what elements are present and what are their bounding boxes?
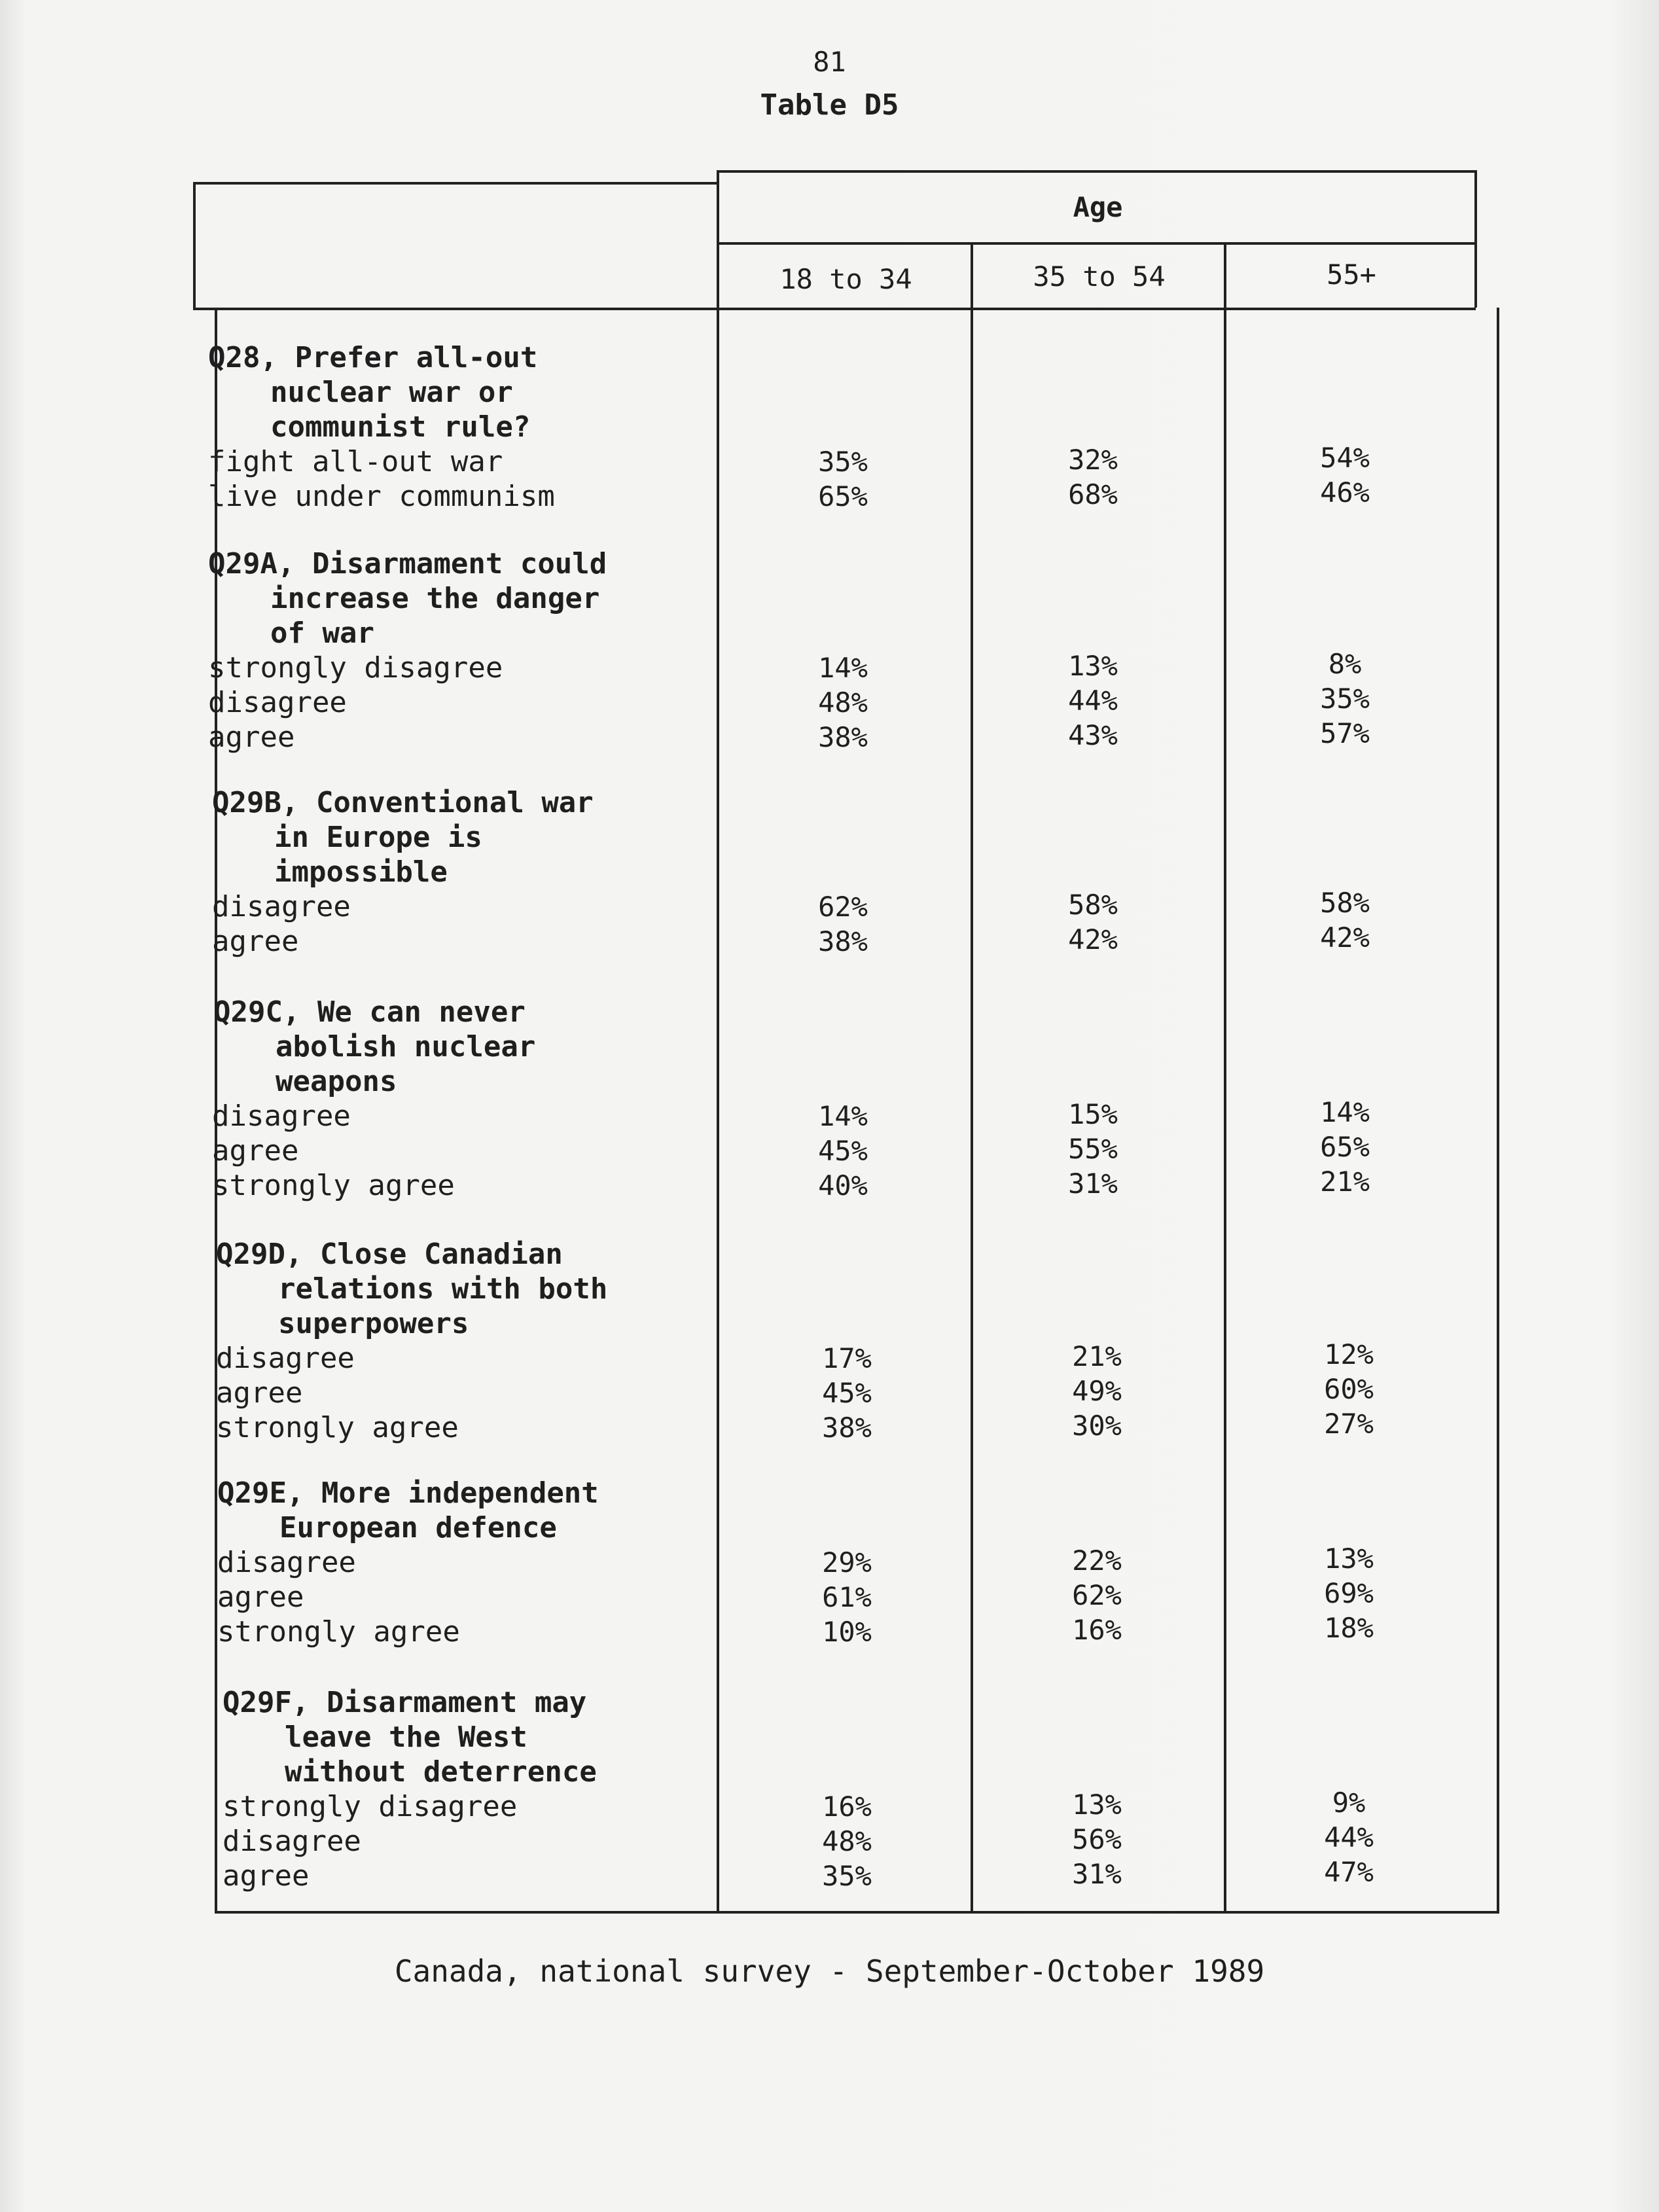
response-label: live under communism <box>208 480 555 513</box>
response-label: agree <box>217 1580 304 1614</box>
question-title-line: of war <box>270 616 374 650</box>
percentage-cell: 58% <box>1320 887 1370 919</box>
percentage-cell: 58% <box>1068 889 1118 921</box>
percentage-cell: 42% <box>1068 923 1118 955</box>
table-top-border <box>717 170 1476 173</box>
page-number: 81 <box>813 46 846 78</box>
question-title-line: relations with both <box>278 1272 608 1306</box>
table-title: Table D5 <box>760 88 899 122</box>
percentage-cell: 61% <box>822 1581 872 1613</box>
question-title-line: Q29F, Disarmament may <box>223 1686 587 1719</box>
response-label: disagree <box>212 890 351 923</box>
question-title-line: increase the danger <box>270 582 600 615</box>
percentage-cell: 13% <box>1068 650 1118 682</box>
percentage-cell: 62% <box>1072 1579 1122 1611</box>
percentage-cell: 18% <box>1324 1612 1374 1644</box>
response-label: disagree <box>223 1825 361 1858</box>
percentage-cell: 65% <box>1320 1131 1370 1163</box>
response-label: disagree <box>217 1546 356 1579</box>
column-header-35-54: 35 to 54 <box>1033 260 1166 293</box>
percentage-cell: 14% <box>818 1100 868 1132</box>
percentage-cell: 17% <box>822 1342 872 1374</box>
percentage-cell: 12% <box>1324 1338 1374 1370</box>
question-title-line: superpowers <box>278 1307 469 1340</box>
percentage-cell: 16% <box>822 1791 872 1823</box>
response-label: fight all-out war <box>208 445 503 478</box>
percentage-cell: 54% <box>1320 442 1370 474</box>
percentage-cell: 38% <box>818 925 868 957</box>
table-right-border-body <box>1497 308 1499 1914</box>
percentage-cell: 38% <box>818 721 868 753</box>
response-label: disagree <box>212 1099 351 1133</box>
percentage-cell: 30% <box>1072 1410 1122 1442</box>
percentage-cell: 42% <box>1320 921 1370 954</box>
percentage-cell: 48% <box>822 1825 872 1857</box>
percentage-cell: 55% <box>1068 1133 1118 1165</box>
percentage-cell: 68% <box>1068 478 1118 510</box>
footer-source-note: Canada, national survey - September-October 1989 <box>394 1953 1265 1989</box>
percentage-cell: 40% <box>818 1169 868 1202</box>
response-label: agree <box>208 721 295 754</box>
percentage-cell: 15% <box>1068 1098 1118 1130</box>
response-label: strongly agree <box>216 1411 459 1444</box>
percentage-cell: 22% <box>1072 1544 1122 1577</box>
question-title-line: Q29B, Conventional war <box>212 786 594 819</box>
percentage-cell: 46% <box>1320 476 1370 508</box>
percentage-cell: 49% <box>1072 1375 1122 1407</box>
question-title-line: nuclear war or <box>270 376 513 409</box>
percentage-cell: 13% <box>1072 1789 1122 1821</box>
response-label: strongly agree <box>212 1169 455 1202</box>
question-title-line: Q29E, More independent <box>217 1476 599 1510</box>
percentage-cell: 29% <box>822 1546 872 1579</box>
percentage-cell: 14% <box>1320 1096 1370 1128</box>
percentage-cell: 38% <box>822 1412 872 1444</box>
percentage-cell: 8% <box>1328 648 1362 680</box>
table-left-border <box>193 182 196 308</box>
response-label: disagree <box>208 686 347 719</box>
percentage-cell: 31% <box>1068 1168 1118 1200</box>
percentage-cell: 35% <box>818 446 868 478</box>
response-label: agree <box>223 1859 310 1893</box>
column-divider-3 <box>1224 242 1226 1914</box>
percentage-cell: 35% <box>822 1860 872 1892</box>
percentage-cell: 57% <box>1320 717 1370 749</box>
response-label: agree <box>212 1134 299 1168</box>
question-title-line: communist rule? <box>270 410 531 444</box>
question-title-line: Q28, Prefer all-out <box>208 341 538 374</box>
response-label: strongly disagree <box>223 1790 518 1823</box>
percentage-cell: 21% <box>1072 1340 1122 1372</box>
question-title-line: Q29C, We can never <box>213 995 526 1029</box>
percentage-cell: 31% <box>1072 1858 1122 1890</box>
percentage-cell: 47% <box>1324 1856 1374 1888</box>
percentage-cell: 45% <box>822 1377 872 1409</box>
percentage-cell: 45% <box>818 1135 868 1167</box>
percentage-cell: 44% <box>1324 1821 1374 1853</box>
percentage-cell: 10% <box>822 1616 872 1648</box>
percentage-cell: 13% <box>1324 1543 1374 1575</box>
question-title-line: leave the West <box>285 1721 527 1754</box>
column-divider-2 <box>971 242 973 1914</box>
percentage-cell: 14% <box>818 652 868 684</box>
table-bottom-border <box>215 1911 1499 1914</box>
percentage-cell: 16% <box>1072 1614 1122 1646</box>
response-label: agree <box>212 925 299 958</box>
percentage-cell: 9% <box>1332 1787 1366 1819</box>
question-title-line: without deterrence <box>285 1755 597 1789</box>
percentage-cell: 69% <box>1324 1577 1374 1609</box>
header-divider <box>717 242 1476 245</box>
percentage-cell: 60% <box>1324 1373 1374 1405</box>
column-header-18-34: 18 to 34 <box>779 263 912 295</box>
age-group-header: Age <box>1073 191 1123 223</box>
column-divider-1 <box>717 170 719 1914</box>
response-label: disagree <box>216 1342 355 1375</box>
header-bottom-border <box>193 308 1476 310</box>
question-title-line: Q29D, Close Canadian <box>216 1238 563 1271</box>
percentage-cell: 62% <box>818 891 868 923</box>
percentage-cell: 35% <box>1320 683 1370 715</box>
percentage-cell: 21% <box>1320 1166 1370 1198</box>
question-title-line: weapons <box>276 1065 397 1098</box>
question-title-line: in Europe is <box>274 821 482 854</box>
percentage-cell: 27% <box>1324 1408 1374 1440</box>
percentage-cell: 48% <box>818 687 868 719</box>
percentage-cell: 43% <box>1068 719 1118 751</box>
percentage-cell: 65% <box>818 480 868 512</box>
response-label: strongly disagree <box>208 651 503 685</box>
question-title-line: abolish nuclear <box>276 1030 536 1063</box>
response-label: strongly agree <box>217 1615 460 1649</box>
percentage-cell: 32% <box>1068 444 1118 476</box>
response-label: agree <box>216 1376 303 1410</box>
question-title-line: European defence <box>279 1511 557 1544</box>
question-title-line: Q29A, Disarmament could <box>208 547 607 580</box>
column-header-55-plus: 55+ <box>1327 259 1376 291</box>
header-left-top-border <box>193 182 717 185</box>
question-title-line: impossible <box>274 855 448 889</box>
percentage-cell: 56% <box>1072 1823 1122 1855</box>
percentage-cell: 44% <box>1068 685 1118 717</box>
